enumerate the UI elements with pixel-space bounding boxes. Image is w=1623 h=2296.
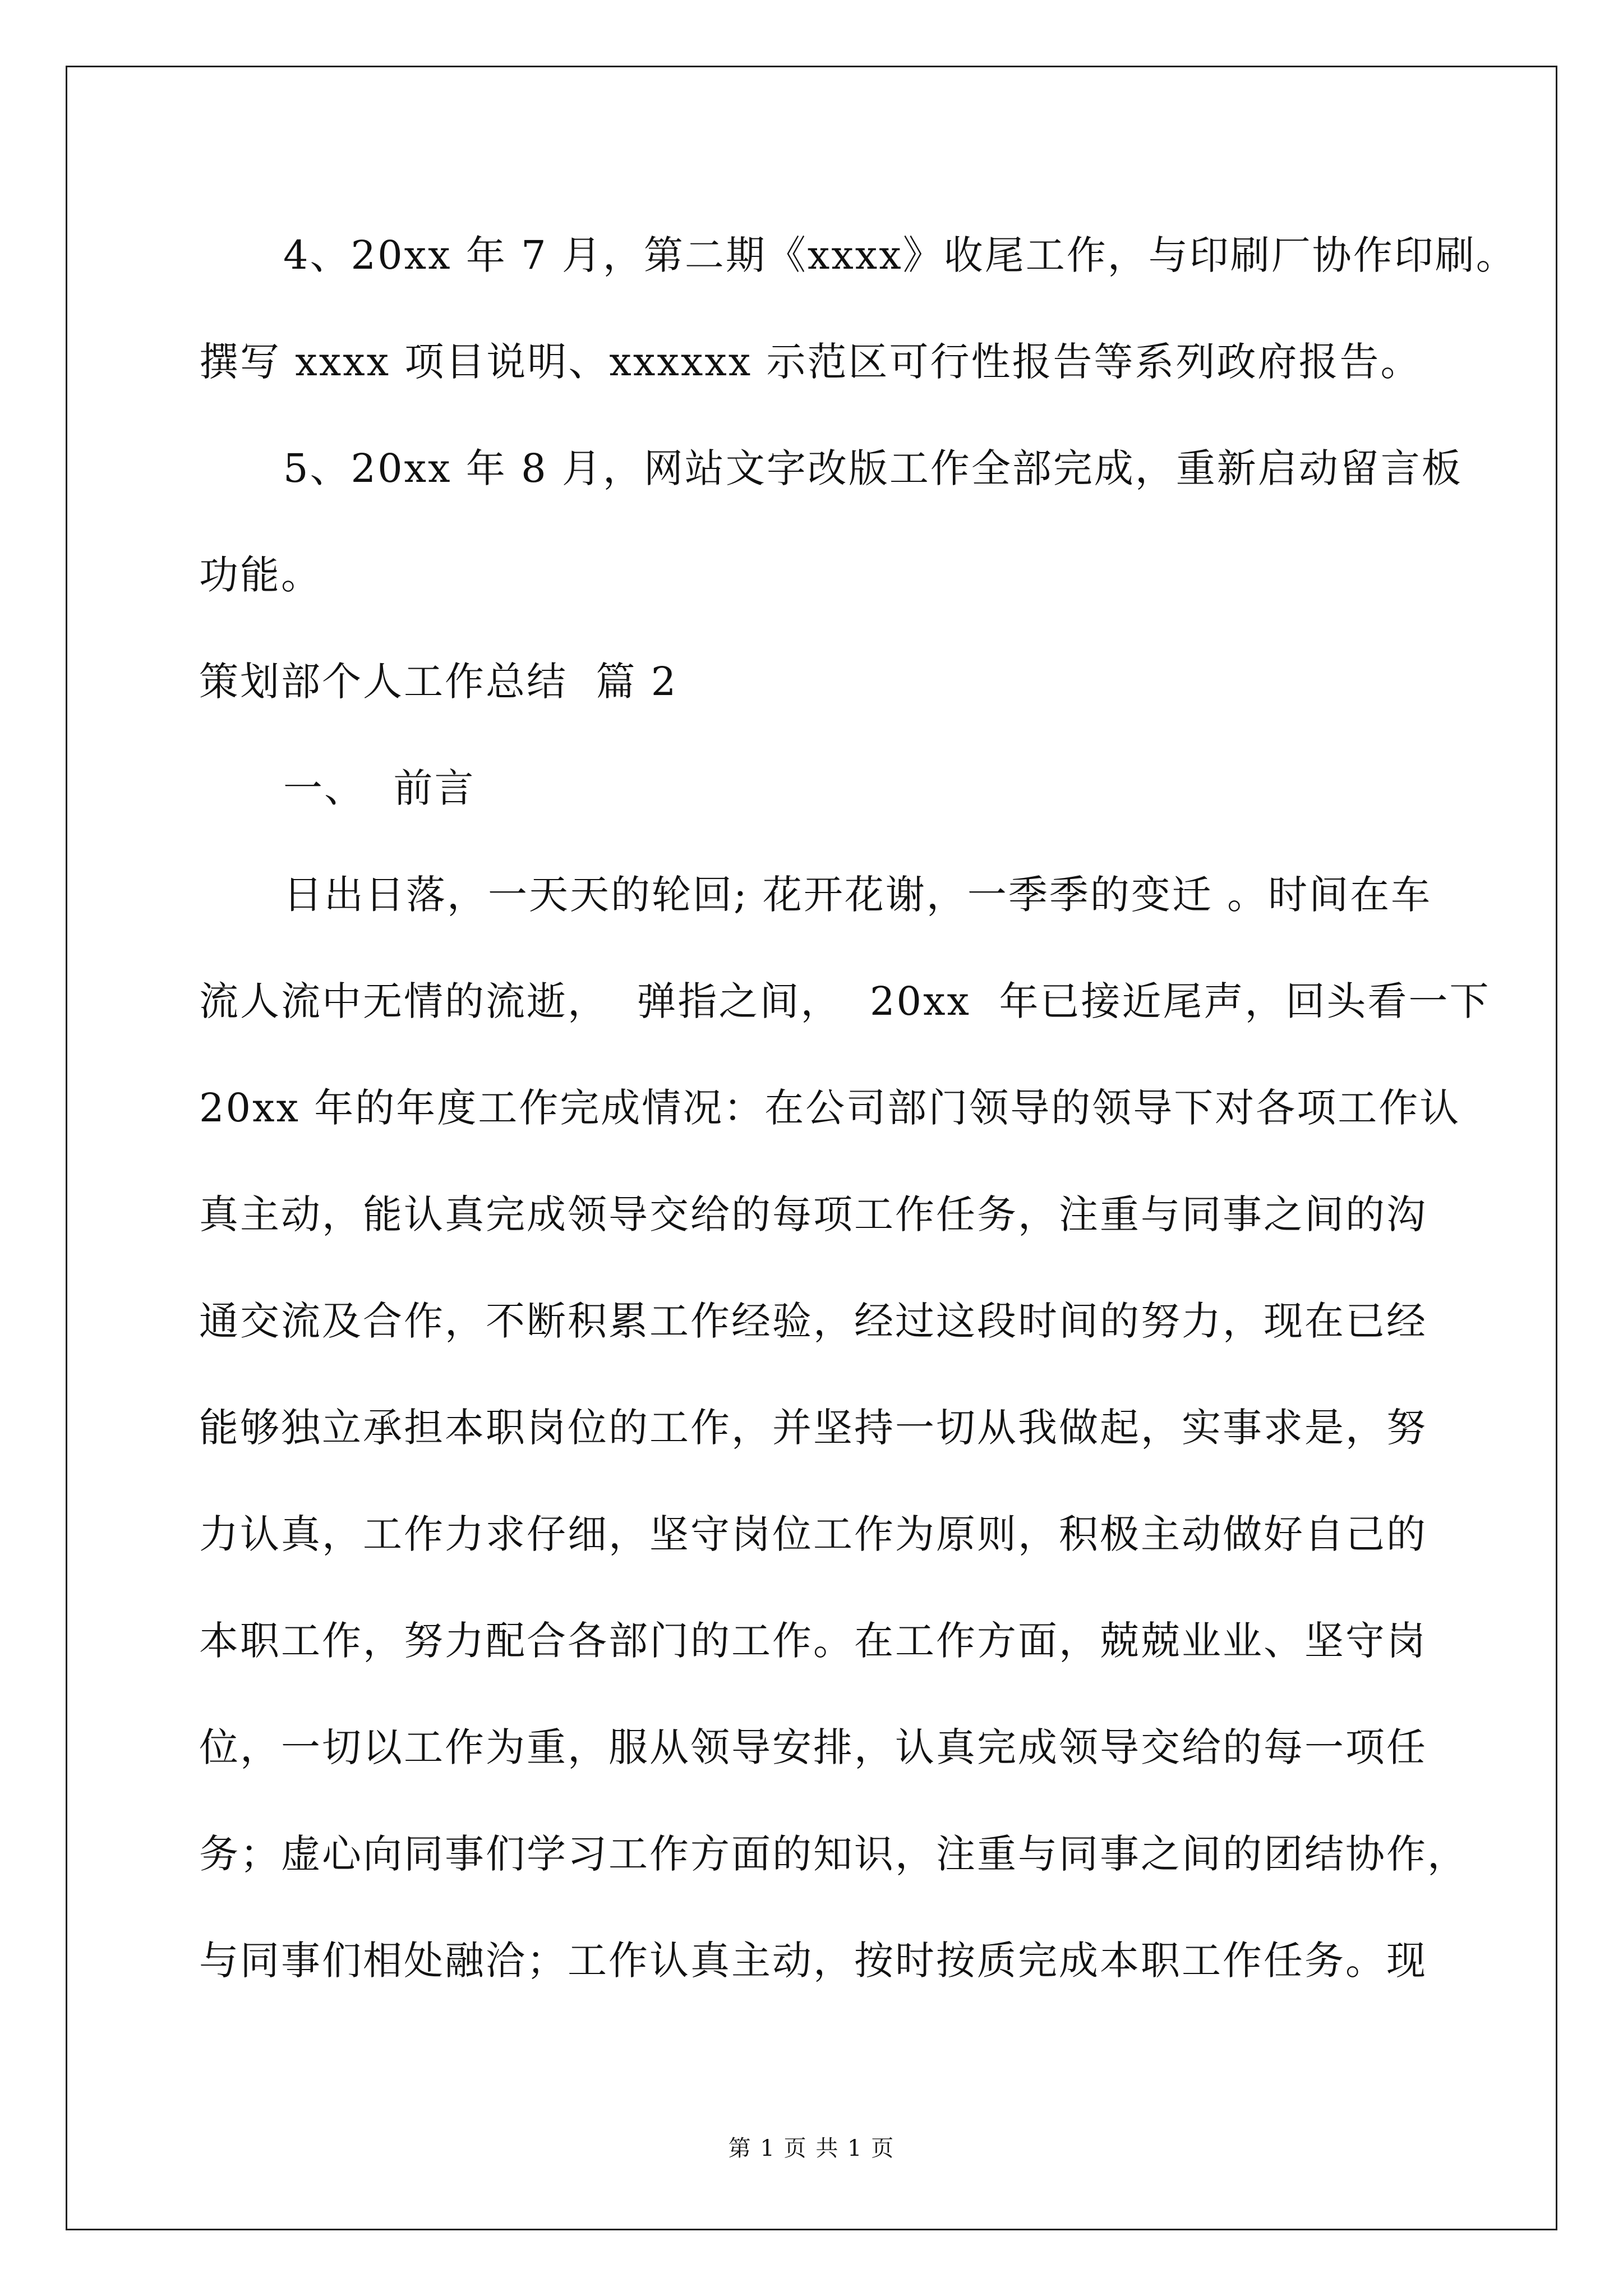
- body-line: 与同事们相处融洽；工作认真主动，按时按质完成本职工作任务。现: [199, 1938, 1427, 1984]
- body-line: 本职工作，努力配合各部门的工作。在工作方面，兢兢业业、坚守岗: [199, 1618, 1427, 1664]
- paragraph-4-line-1: 4、20xx 年 7 月，第二期《xxxx》收尾工作，与印刷厂协作印刷。: [283, 232, 1517, 278]
- body-line: 真主动，能认真完成领导交给的每项工作任务，注重与同事之间的沟: [199, 1191, 1427, 1237]
- paragraph-4-line-2: 撰写 xxxx 项目说明、xxxxxx 示范区可行性报告等系列政府报告。: [199, 339, 1422, 385]
- paragraph-5-line-2: 功能。: [199, 552, 322, 598]
- paragraph-5-line-1: 5、20xx 年 8 月，网站文字改版工作全部完成，重新启动留言板: [283, 445, 1463, 491]
- body-line: 日出日落，一天天的轮回; 花开花谢，一季季的变迁 。时间在车: [283, 872, 1432, 918]
- body-line: 流人流中无情的流逝， 弹指之间， 20xx 年已接近尾声，回头看一下: [199, 978, 1491, 1024]
- subsection-title: 一、 前言: [283, 765, 476, 811]
- section-title: 策划部个人工作总结 篇 2: [199, 659, 678, 705]
- body-line: 务；虚心向同事们学习工作方面的知识，注重与同事之间的团结协作，: [199, 1831, 1468, 1877]
- page-footer: 第 1 页 共 1 页: [728, 2136, 895, 2161]
- document-body: [199, 202, 1517, 2014]
- body-line: 位，一切以工作为重，服从领导安排，认真完成领导交给的每一项任: [199, 1724, 1427, 1770]
- body-line: 能够独立承担本职岗位的工作，并坚持一切从我做起，实事求是，努: [199, 1405, 1427, 1451]
- body-line: 20xx 年的年度工作完成情况：在公司部门领导的领导下对各项工作认: [199, 1085, 1461, 1131]
- body-line: 通交流及合作，不断积累工作经验，经过这段时间的努力，现在已经: [199, 1298, 1427, 1344]
- body-line: 力认真，工作力求仔细，坚守岗位工作为原则，积极主动做好自己的: [199, 1511, 1427, 1557]
